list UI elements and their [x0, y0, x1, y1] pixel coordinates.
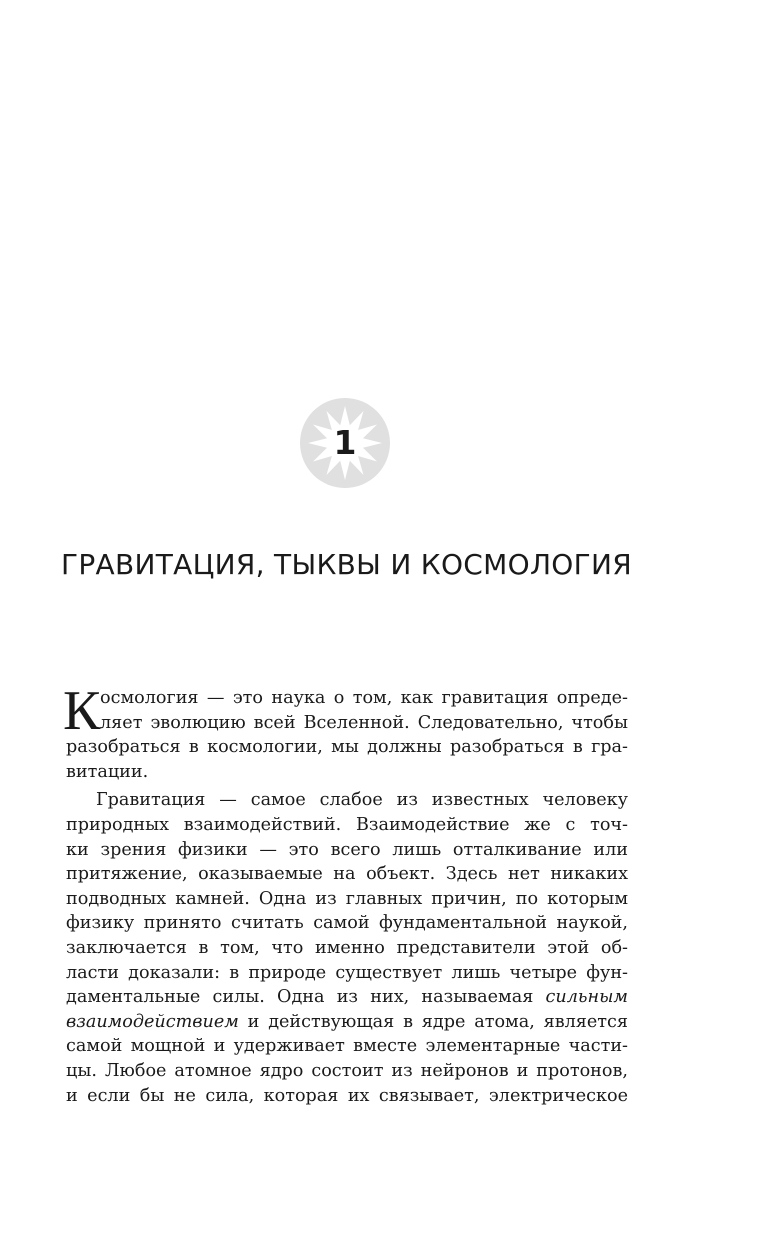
text-line: ласти доказали: в природе существует лишь четыре фун- [66, 962, 628, 983]
paragraph-1 [63, 680, 628, 784]
italic-term: сильным [545, 987, 628, 1008]
chapter-title: ГРАВИТАЦИЯ, ТЫКВЫ И КОСМОЛОГИЯ [60, 548, 633, 581]
paragraph-2 [66, 788, 628, 1108]
text-segment: даментальные силы. Одна из них, называемая [66, 987, 546, 1008]
body-text [63, 680, 628, 1108]
text-line [66, 1010, 628, 1035]
text-line: подводных камней. Одна из главных причин, по которым [66, 888, 628, 909]
text-line: природных взаимодействий. Взаимодействие же с точ- [66, 814, 628, 835]
text-line: заключается в том, что именно представители этой об- [66, 937, 628, 958]
chapter-badge [300, 398, 390, 488]
text-line: цы. Любое атомное ядро состоит из нейронов и протонов, [66, 1060, 628, 1081]
text-segment: и действующая в ядре атома, является [238, 1011, 628, 1032]
text-line: притяжение, оказываемые на объект. Здесь нет никаких [66, 864, 628, 885]
chapter-number: 1 [333, 423, 357, 462]
text-line: витации. [66, 761, 149, 782]
drop-cap: К [63, 680, 101, 742]
text-line: самой мощной и удерживает вместе элементарные части- [66, 1036, 628, 1057]
text-line: ки зрения физики — это всего лишь отталкивание или [66, 839, 628, 860]
text-line: физику принято считать самой фундаментальной наукой, [66, 913, 628, 934]
text-line: осмология — это наука о том, как гравитация опреде- [100, 688, 628, 708]
text-line [66, 985, 628, 1010]
text-line: ляет эволюцию всей Вселенной. Следовательно, чтобы [100, 712, 628, 733]
italic-term: взаимодействием [66, 1011, 239, 1032]
text-line: разобраться в космологии, мы должны разобраться в гра- [66, 737, 628, 758]
text-line: Гравитация — самое слабое из известных человеку [96, 790, 628, 811]
text-line: и если бы не сила, которая их связывает, электрическое [66, 1085, 628, 1106]
